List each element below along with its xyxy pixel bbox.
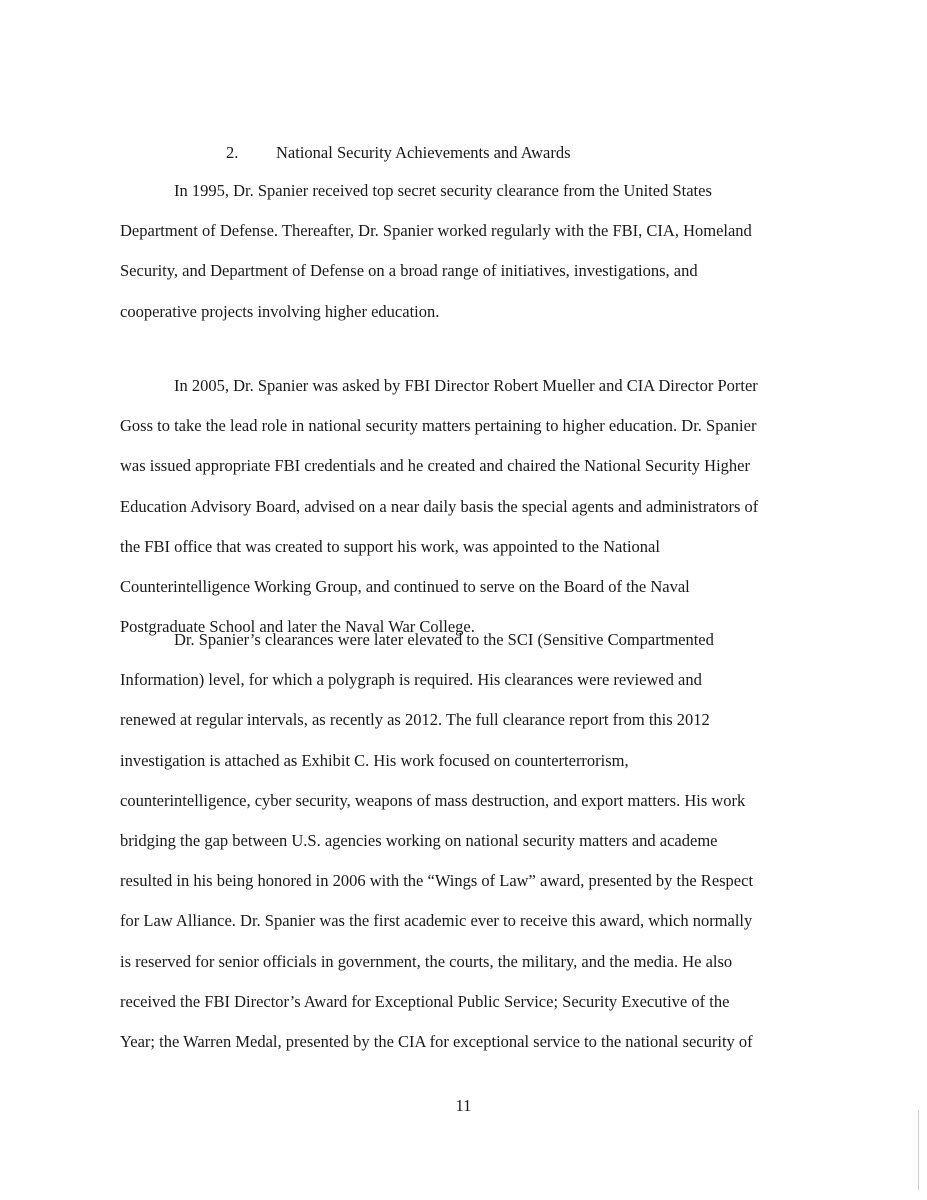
paragraph-line: In 1995, Dr. Spanier received top secret security clearance from the United States [174,181,712,200]
section-number: 2. [226,143,239,162]
paragraph-line: Postgraduate School and later the Naval War College. [120,617,475,637]
paragraph-2 [120,366,800,647]
page-number: 11 [455,1096,472,1115]
paragraph-line: Goss to take the lead role in national security matters pertaining to higher education. Dr. Spanier [120,416,757,436]
paragraph-line: counterintelligence, cyber security, weapons of mass destruction, and export matters. His work [120,790,746,810]
paragraph-line: Security, and Department of Defense on a broad range of initiatives, investigations, and [120,261,698,281]
scan-edge-mark [918,1110,919,1190]
paragraph-3 [120,620,800,1062]
paragraph-line: Department of Defense. Thereafter, Dr. Spanier worked regularly with the FBI, CIA, Homeland [120,221,752,241]
paragraph-line: received the FBI Director’s Award for Exceptional Public Service; Security Executive of the [120,991,730,1011]
paragraph-line: for Law Alliance. Dr. Spanier was the first academic ever to receive this award, which normally [120,911,753,931]
paragraph-line: resulted in his being honored in 2006 with the “Wings of Law” award, presented by the Respect [120,871,754,891]
paragraph-line: Information) level, for which a polygraph is required. His clearances were reviewed and [120,670,702,690]
paragraph-1 [120,171,800,332]
section-heading [226,143,571,163]
paragraph-line: is reserved for senior officials in government, the courts, the military, and the media. He also [120,951,733,971]
paragraph-line: Dr. Spanier’s clearances were later elevated to the SCI (Sensitive Compartmented [174,630,714,649]
paragraph-line: In 2005, Dr. Spanier was asked by FBI Director Robert Mueller and CIA Director Porter [174,376,758,395]
paragraph-line: the FBI office that was created to support his work, was appointed to the National [120,536,660,556]
paragraph-line: was issued appropriate FBI credentials and he created and chaired the National Security Higher [120,456,750,476]
paragraph-line: renewed at regular intervals, as recently as 2012. The full clearance report from this 2012 [120,710,710,730]
paragraph-line: cooperative projects involving higher education. [120,301,440,321]
paragraph-line: Counterintelligence Working Group, and continued to serve on the Board of the Naval [120,577,690,597]
section-title: National Security Achievements and Awards [276,143,571,162]
paragraph-line: Year; the Warren Medal, presented by the CIA for exceptional service to the national security of [120,1032,753,1052]
paragraph-line: Education Advisory Board, advised on a near daily basis the special agents and administrators of [120,496,759,516]
paragraph-line: bridging the gap between U.S. agencies working on national security matters and academe [120,831,718,851]
paragraph-line: investigation is attached as Exhibit C. His work focused on counterterrorism, [120,750,629,770]
